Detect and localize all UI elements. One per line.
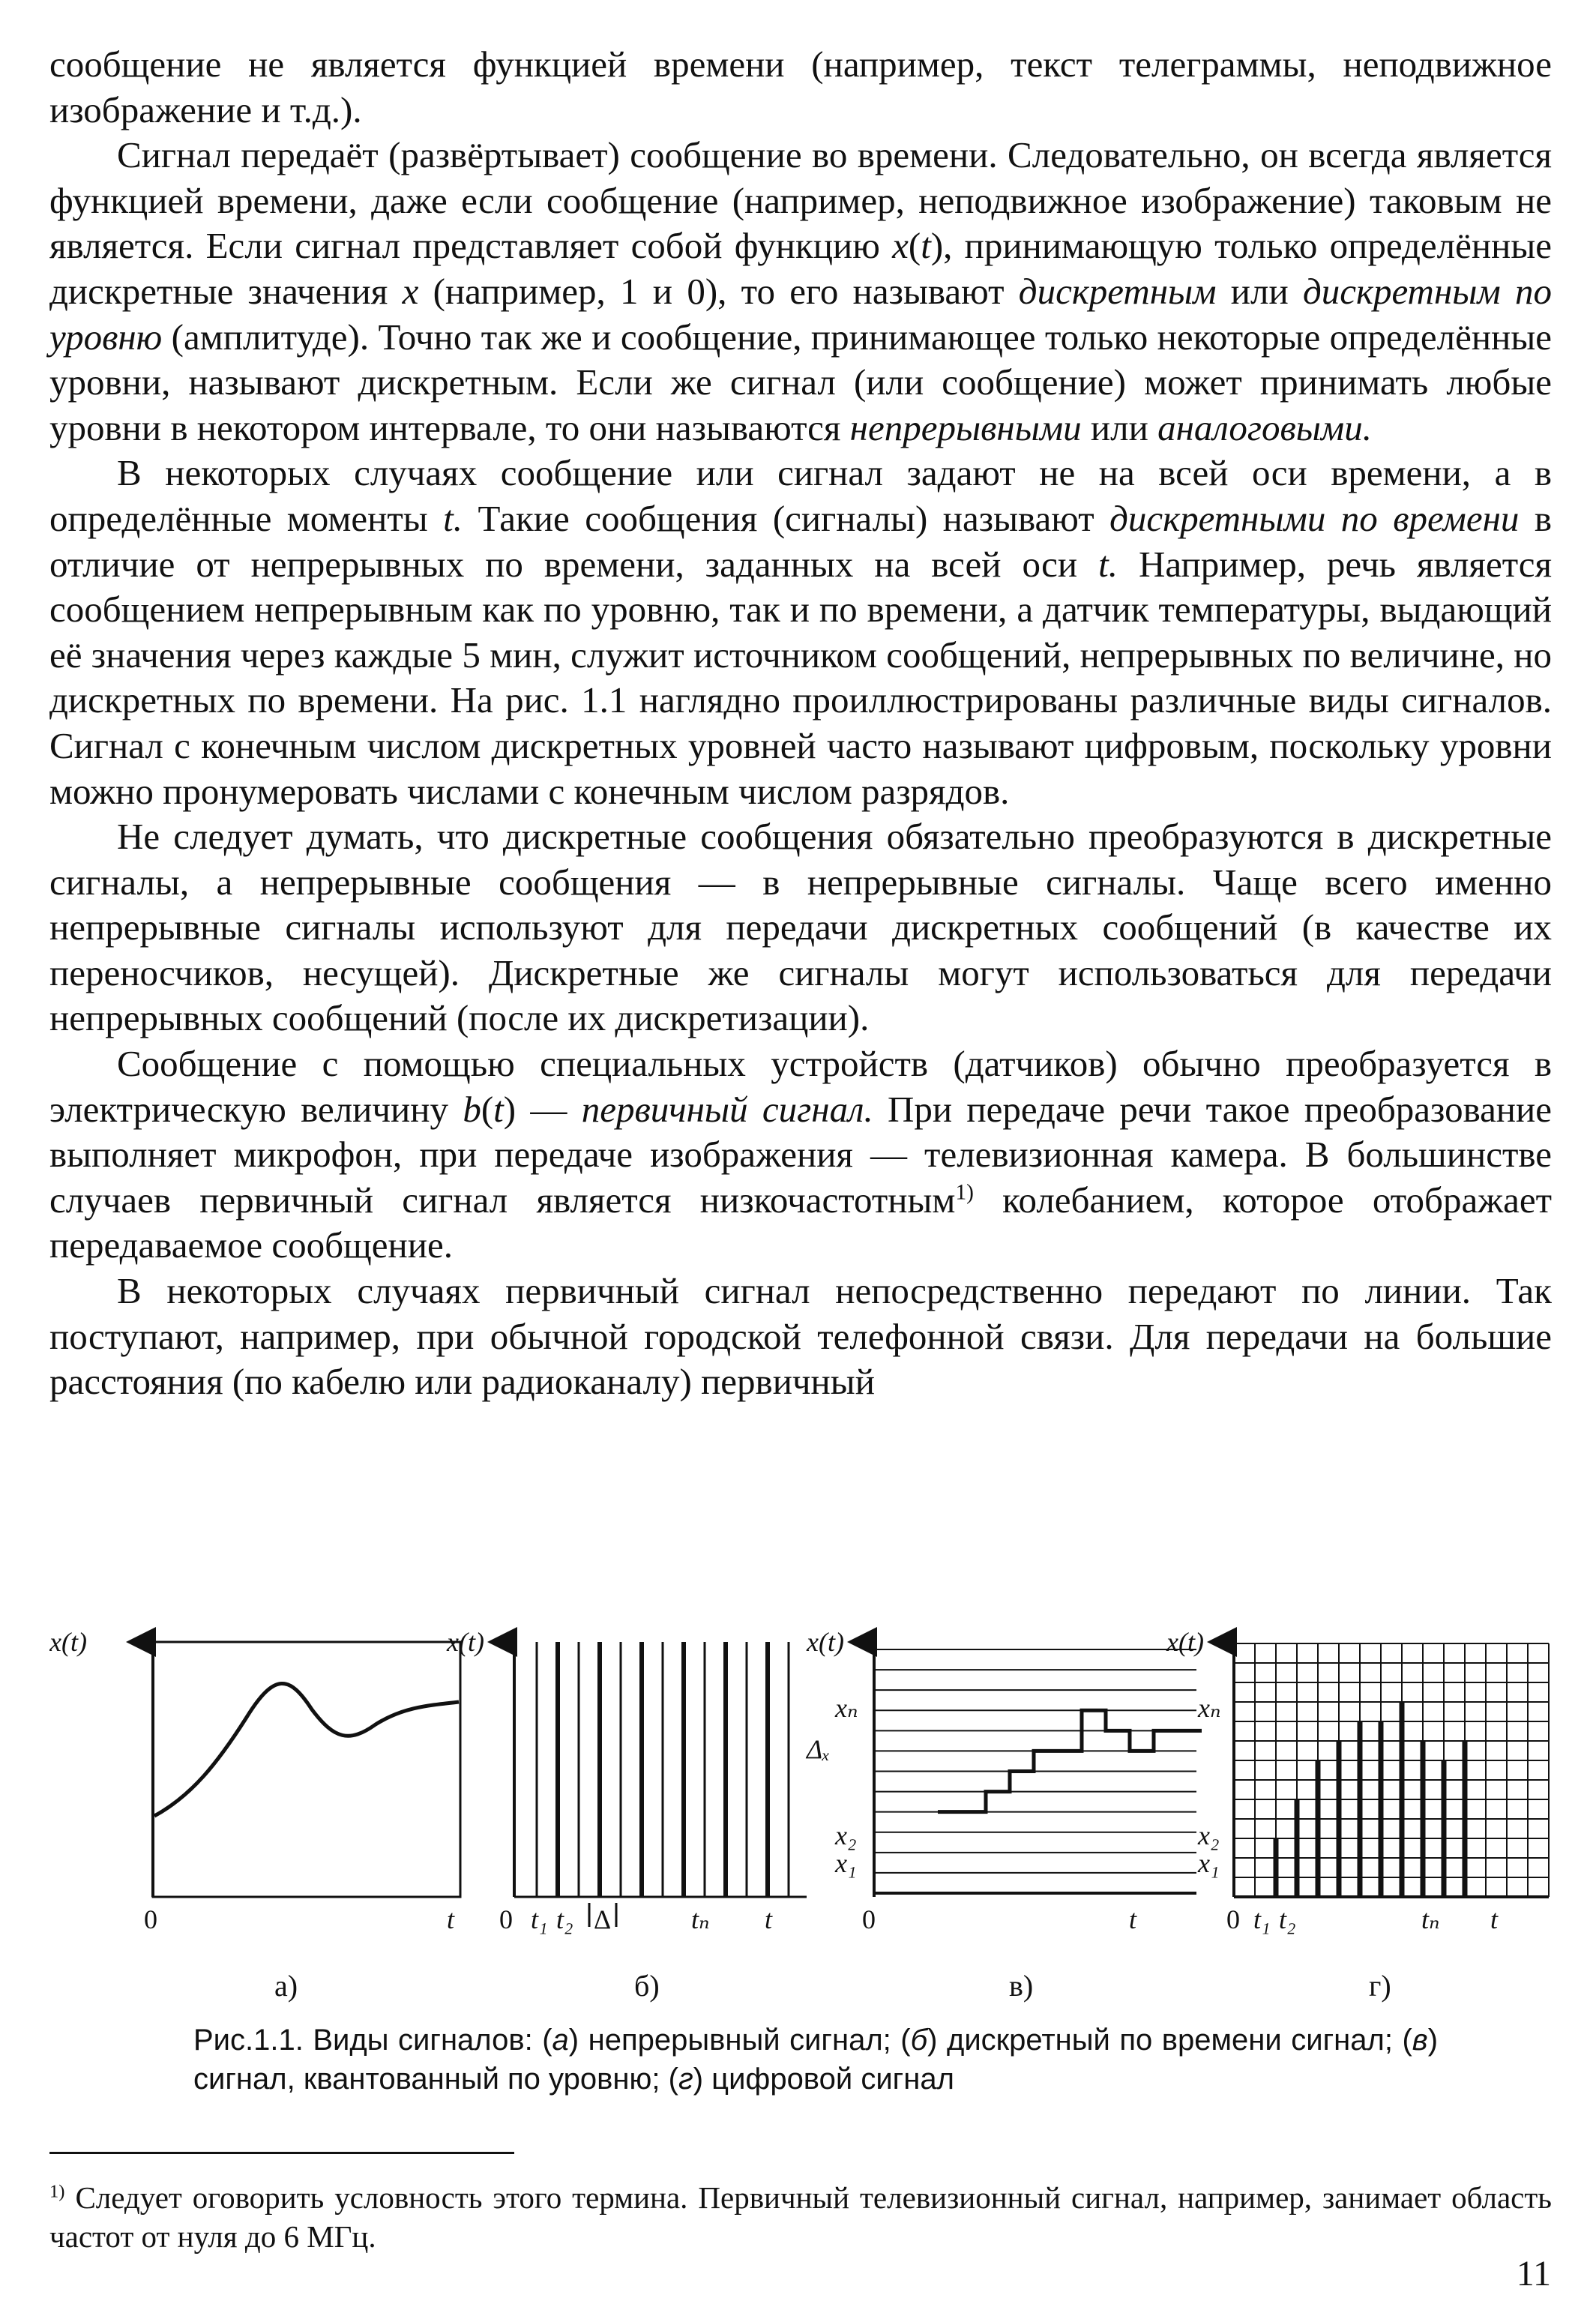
axis-label-t: t	[1129, 1904, 1137, 1934]
tick-t2: t₂	[1279, 1904, 1296, 1934]
text-run: в отличие от непрерывных по времени, заданных на всей оси	[49, 497, 1552, 585]
paragraph	[49, 814, 1552, 1041]
italic-run: b	[463, 1088, 481, 1130]
body-text	[49, 42, 1552, 1405]
text-run: колебанием, которое отображает передаваемое сообщение.	[49, 1179, 1552, 1266]
level-label-x2: x₂	[835, 1820, 857, 1850]
panel-d-digital	[1166, 1627, 1549, 2003]
italic-run: дискретным по уровню	[49, 270, 1552, 358]
italic-run: г	[678, 2063, 693, 2096]
text-run: (	[908, 225, 921, 267]
italic-run: x	[402, 270, 419, 312]
footnote	[49, 2178, 1552, 2256]
italic-run: t	[493, 1088, 504, 1130]
text-run: Сигнал передаёт (развёртывает) сообщение во времени. Следовательно, он всегда является функцией времени, даже если сообщение (например, неподвижное изображение) таковым не является. Если сигнал представляет собой функцию	[49, 134, 1552, 267]
tick-t2: t₂	[556, 1904, 573, 1934]
plot-frame	[153, 1642, 460, 1897]
text-run: Не следует думать, что дискретные сообщения обязательно преобразуются в дискретные сигналы, а непрерывные сообщения — в непрерывные сигналы. Чаще всего именно непрерывные сигналы используют для передачи дискретных сообщений (в качестве их переносчиков, несущей). Дискретные же сигналы могут использоваться для передачи непрерывных сообщений (после их дискретизации).	[49, 816, 1552, 1039]
text-run: В некоторых случаях сообщение или сигнал задают не на всей оси времени, а в определённые моменты	[49, 452, 1552, 539]
panel-label-d: г)	[1369, 1969, 1391, 2003]
axis-label-x: x(t)	[49, 1627, 87, 1657]
panel-label-c: в)	[1009, 1969, 1034, 2003]
tick-t1: t₁	[1253, 1904, 1271, 1934]
text-run: Следует оговорить условность этого термина. Первичный телевизионный сигнал, например, занимает область частот от нуля до 6 МГц.	[49, 2180, 1552, 2254]
text-run: (например, 1 и 0), то его называют	[418, 270, 1019, 312]
text-run: ) цифровой сигнал	[693, 2063, 954, 2096]
italic-run: непрерывными	[849, 406, 1082, 448]
italic-run: t.	[1098, 543, 1118, 585]
italic-run: б	[910, 2024, 928, 2057]
axis-zero: 0	[499, 1904, 513, 1934]
level-label-x1: x₁	[1198, 1848, 1220, 1878]
text-run: (амплитуде). Точно так же и сообщение, принимающее только некоторые определённые уровни, называют дискретным. Если же сигнал (или сообщение) может принимать любые уровни в некотором интервале, то они называются	[49, 316, 1552, 448]
axis-label-t: t	[1490, 1904, 1499, 1934]
footnote-separator	[49, 2152, 514, 2154]
quantized-signal	[938, 1710, 1202, 1811]
italic-run: x	[892, 225, 909, 267]
panel-a-continuous	[49, 1627, 460, 2003]
italic-run: а	[552, 2024, 569, 2057]
sample-lines	[537, 1642, 789, 1897]
axis-label-t: t	[765, 1904, 773, 1934]
italic-run: дискретным	[1018, 270, 1217, 312]
italic-run: первичный сигнал.	[581, 1088, 873, 1130]
text-run: Например, речь является сообщением непрерывным как по уровню, так и по времени, а датчик температуры, выдающий её значения через каждые 5 мин, служит источником сообщений, непрерывных по величине, но дискретных по времени. На рис. 1.1 наглядно проиллюстрированы различные виды сигналов. Сигнал с конечным числом дискретных уровней часто называют цифровым, поскольку уровни можно пронумеровать числами с конечным числом разрядов.	[49, 543, 1552, 812]
axis-label-x: x(t)	[447, 1627, 484, 1657]
text-run: (	[481, 1088, 494, 1130]
text-run: ) дискретный по времени сигнал; (	[927, 2024, 1412, 2057]
axis-zero: 0	[1226, 1904, 1240, 1934]
grid-lines	[1234, 1643, 1549, 1897]
axis-label-t: t	[447, 1904, 455, 1934]
page-number: 11	[1516, 2254, 1551, 2294]
text-run: ) —	[503, 1088, 582, 1130]
text-run: ) непрерывный сигнал; (	[568, 2024, 911, 2057]
text-run: Сообщение с помощью специальных устройств (датчиков) обычно преобразуется в электрическую величину	[49, 1043, 1552, 1130]
tick-tn: tₙ	[691, 1904, 710, 1934]
text-run: Рис.1.1. Виды сигналов: (	[193, 2024, 552, 2057]
text-run: ) сигнал, квантованный по уровню; (	[193, 2024, 1439, 2096]
text-run: или	[1216, 270, 1303, 312]
panel-label-a: а)	[274, 1969, 298, 2003]
axis-zero: 0	[862, 1904, 876, 1934]
text-run: сообщение не является функцией времени (например, текст телеграммы, неподвижное изображение и т.д.).	[49, 43, 1552, 130]
italic-run: дискретными по времени	[1109, 497, 1520, 539]
axis-label-x: x(t)	[807, 1627, 844, 1657]
tick-tn: tₙ	[1421, 1904, 1440, 1934]
panel-label-b: б)	[634, 1969, 660, 2003]
panel-c-quantized	[805, 1627, 1202, 2003]
italic-run: t	[921, 225, 931, 267]
italic-run: аналоговыми.	[1157, 406, 1372, 448]
footnote-mark: 1)	[955, 1180, 974, 1205]
level-label-x1: x₁	[835, 1848, 857, 1878]
paragraph	[49, 133, 1552, 451]
italic-run: в	[1412, 2024, 1428, 2057]
figure-caption	[193, 2021, 1438, 2099]
level-label-xn: xₙ	[1198, 1693, 1221, 1723]
paragraph	[49, 1269, 1552, 1405]
axis-zero: 0	[144, 1904, 157, 1934]
axis-label-x: x(t)	[1166, 1627, 1204, 1657]
panel-b-discrete-time	[446, 1627, 807, 2003]
tick-delta: Δ	[594, 1904, 612, 1934]
text-run: или	[1081, 406, 1158, 448]
text-run: Такие сообщения (сигналы) называют	[463, 497, 1110, 539]
level-label-x2: x₂	[1198, 1820, 1220, 1850]
text-run: В некоторых случаях первичный сигнал непосредственно передают по линии. Так поступают, например, при обычной городской телефонной связи. Для передачи на большие расстояния (по кабелю или радиоканалу) первичный	[49, 1270, 1552, 1403]
figure-1-1	[49, 1619, 1552, 2009]
footnote-mark: 1)	[49, 2181, 65, 2202]
paragraph	[49, 42, 1552, 133]
continuous-curve	[154, 1683, 459, 1816]
level-label-xn: xₙ	[835, 1693, 858, 1723]
level-label-delta-x: Δₓ	[807, 1734, 831, 1764]
paragraph	[49, 1041, 1552, 1269]
italic-run: t.	[443, 497, 463, 539]
tick-t1: t₁	[531, 1904, 548, 1934]
text-run: При передаче речи такое преобразование выполняет микрофон, при передаче изображения — телевизионная камера. В большинстве случаев первичный сигнал является низкочастотным	[49, 1088, 1553, 1221]
paragraph	[49, 451, 1552, 814]
text-run: ), принимающую только определённые дискретные значения	[49, 225, 1552, 312]
